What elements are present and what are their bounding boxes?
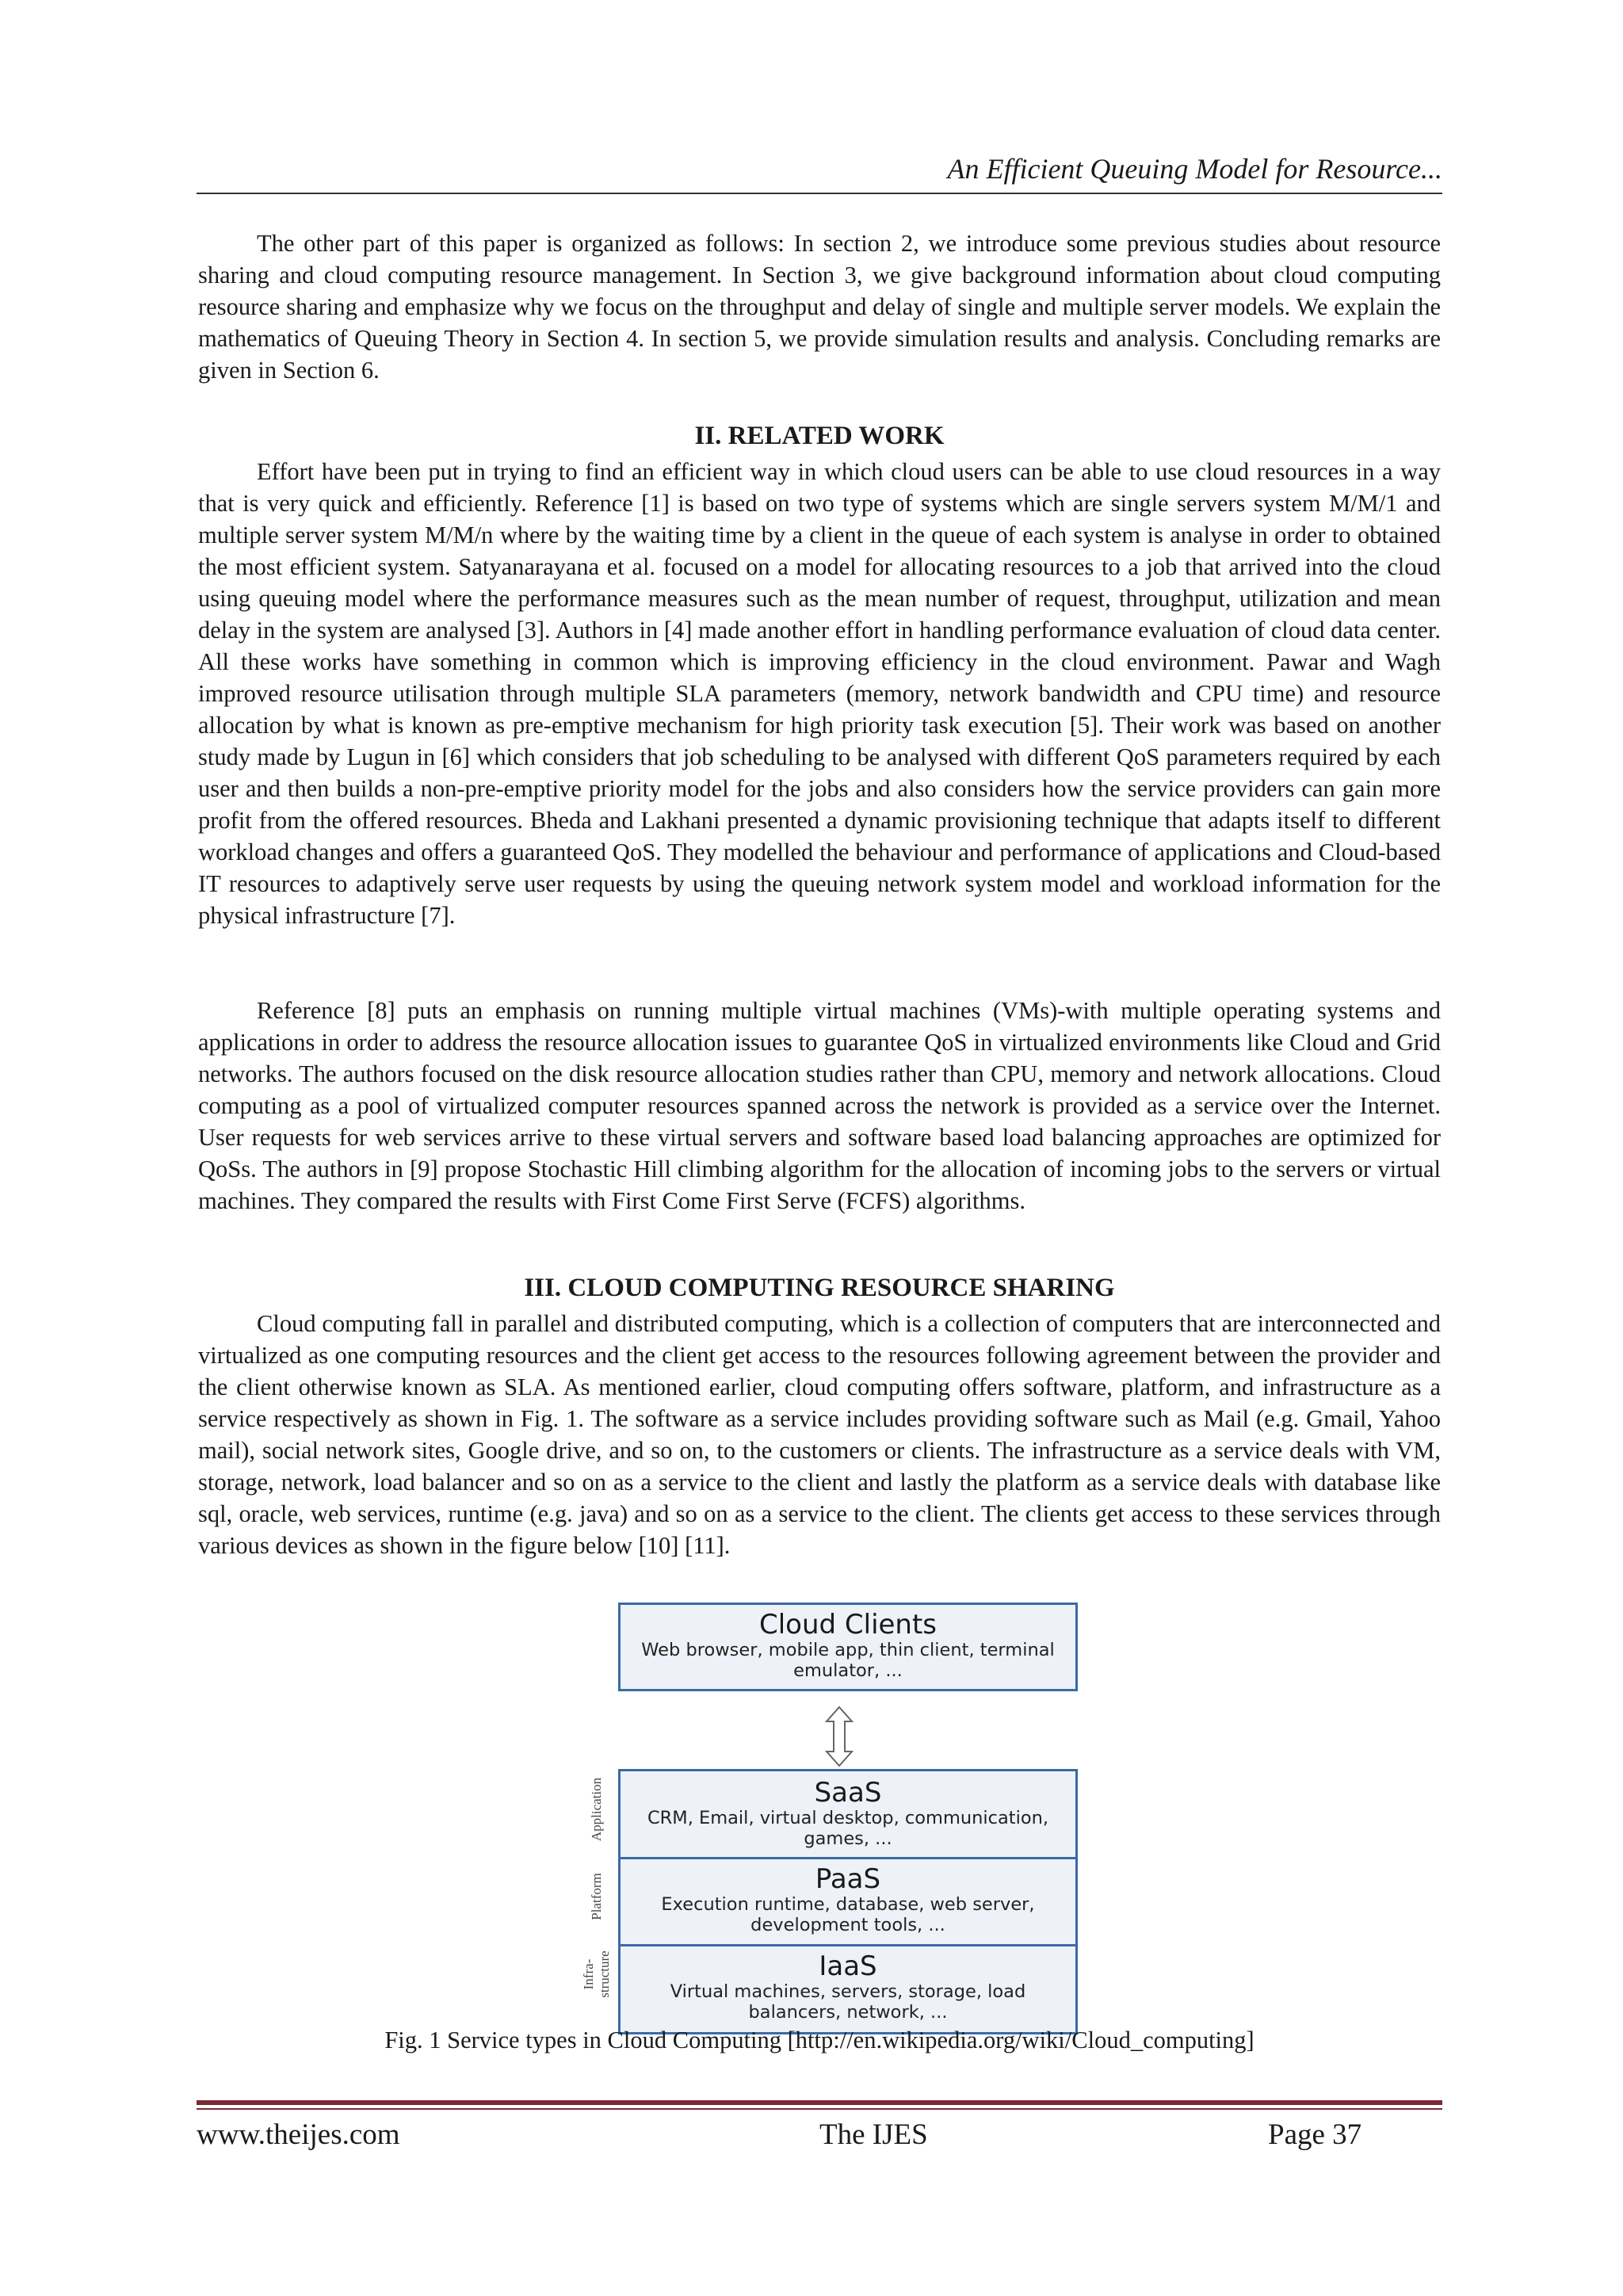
- footer-page-number: Page 37: [1268, 2118, 1362, 2151]
- related-work-paragraph-1: Effort have been put in trying to find an efficient way in which cloud users can be able to use cloud resources in a way that is very quick and efficiently. Reference [1] is based on two type of systems which are single servers system M/M/1 and multiple server system M/M/n where by the waiting time by a client in the queue of each system is analyse in order to obtained the most efficient system. Satyanarayana et al. focused on a model for allocating resources to a job that arrived into the cloud using queuing model where the performance measures such as the mean number of request, throughput, utilization and mean delay in the system are analysed [3]. Authors in [4] made another effort in handling performance evaluation of cloud data center. All these works have something in common which is improving efficiency in the cloud environment. Pawar and Wagh improved resource utilisation through multiple SLA parameters (memory, network bandwidth and CPU time) and resource allocation by what is known as pre-emptive mechanism for high priority task execution [5]. Their work was based on another study made by Lugun in [6] which considers that job scheduling to be analysed with different QoS parameters required by each user and then builds a non-pre-emptive priority model for the jobs and also considers how the service providers can gain more profit from the offered resources. Bheda and Lakhani presented a dynamic provisioning technique that adapts itself to different workload changes and offers a guaranteed QoS. They modelled the behaviour and performance of applications and Cloud-based IT resources to adaptively serve user requests by using the queuing network system model and workload information for the physical infrastructure [7].: [198, 458, 1441, 929]
- paas-title: PaaS: [815, 1863, 881, 1895]
- figure-caption: Fig. 1 Service types in Cloud Computing [http://en.wikipedia.org/wiki/Cloud_computing]: [384, 2027, 1254, 2053]
- saas-title: SaaS: [814, 1777, 882, 1809]
- side-label-application: Application: [589, 1777, 604, 1842]
- iaas-title: IaaS: [819, 1950, 877, 1982]
- paas-subtitle: Execution runtime, database, web server, development tools, ...: [661, 1894, 1035, 1935]
- section-heading-resource-sharing: III. CLOUD COMPUTING RESOURCE SHARING: [524, 1274, 1115, 1302]
- double-arrow-icon: [823, 1706, 855, 1767]
- cloud-service-diagram: [577, 1603, 1084, 2023]
- paas-layer: [621, 1859, 1075, 1945]
- footer-journal: The IJES: [819, 2118, 928, 2151]
- side-label-infra-line2: structure: [597, 1950, 612, 1998]
- saas-subtitle: CRM, Email, virtual desktop, communication, games, ...: [647, 1808, 1049, 1849]
- footer-rule-thin: [197, 2108, 1442, 2110]
- service-layer-stack: [618, 1769, 1078, 2034]
- resource-sharing-paragraph-1: Cloud computing fall in parallel and distributed computing, which is a collection of computers that are interconnected and virtualized as one computing resources and the client get access to the resources following agreement between the provider and the client otherwise known as SLA. As mentioned earlier, cloud computing offers software, platform, and infrastructure as a service respectively as shown in Fig. 1. The software as a service includes providing software such as Mail (e.g. Gmail, Yahoo mail), social network sites, Google drive, and so on, to the customers or clients. The infrastructure as a service deals with VM, storage, network, load balancer and so on as a service to the client and lastly the platform as a service deals with database like sql, oracle, web services, runtime (e.g. java) and so on as a service to the client. The clients get access to these services through various devices as shown in the figure below [10] [11].: [198, 1310, 1441, 1559]
- header-rule: [197, 193, 1442, 194]
- cloud-clients-title: Cloud Clients: [758, 1609, 938, 1641]
- intro-paragraph: The other part of this paper is organized as follows: In section 2, we introduce some previous studies about resource sharing and cloud computing resource management. In Section 3, we give background information about cloud computing resource sharing and emphasize why we focus on the throughput and delay of single and multiple server models. We explain the mathematics of Queuing Theory in Section 4. In section 5, we provide simulation results and analysis. Concluding remarks are given in Section 6.: [198, 230, 1441, 384]
- iaas-layer: [621, 1946, 1075, 2032]
- running-head: An Efficient Queuing Model for Resource...: [947, 153, 1442, 185]
- cloud-clients-subtitle: Web browser, mobile app, thin client, terminal emulator, ...: [641, 1640, 1055, 1681]
- section-heading-related-work: II. RELATED WORK: [694, 422, 945, 450]
- footer-rule-thick: [197, 2100, 1442, 2105]
- footer-website: www.theijes.com: [197, 2118, 400, 2151]
- iaas-subtitle: Virtual machines, servers, storage, load balancers, network, ...: [670, 1981, 1026, 2023]
- related-work-paragraph-2: Reference [8] puts an emphasis on running multiple virtual machines (VMs)-with multiple operating systems and applications in order to address the resource allocation issues to guarantee QoS in virtualized environments like Cloud and Grid networks. The authors focused on the disk resource allocation studies rather than CPU, memory and network allocations. Cloud computing as a pool of virtualized computer resources spanned across the network is provided as a service over the Internet. User requests for web services arrive to these virtual servers and software based load balancing approaches are optimized for QoSs. The authors in [9] propose Stochastic Hill climbing algorithm for the allocation of incoming jobs to the servers or virtual machines. They compared the results with First Come First Serve (FCFS) algorithms.: [198, 997, 1441, 1214]
- side-label-platform: Platform: [589, 1873, 604, 1920]
- cloud-clients-box: [618, 1603, 1078, 1691]
- saas-layer: [621, 1773, 1075, 1859]
- side-label-infra-line1: Infra-: [581, 1958, 596, 1990]
